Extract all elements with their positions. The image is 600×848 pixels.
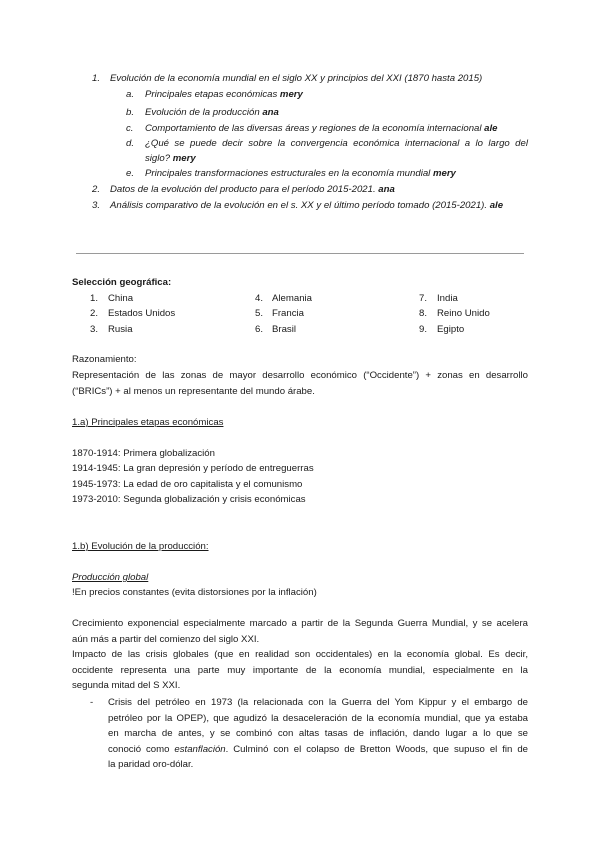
outline-subitem-d-line1: ¿Qué se puede decir sobre la convergencia económica internacional a lo largo del [145,138,528,149]
stage-item: 1945-1973: La edad de oro capitalista y el comunismo [72,479,303,490]
bullet-dash: - [90,697,94,708]
bullet-line1: Crisis del petróleo en 1973 (la relacionada con la Guerra del Yom Kippur y el embargo de [108,697,528,708]
outline-item-2: Datos de la evolución del producto para el período 2015-2021. ana [110,184,395,195]
outline-subitem-a-letter: a. [126,89,135,100]
country-num: 6. [255,324,264,335]
para2-line2: occidente representa una parte muy importante de la economía mundial, especialmente en la [72,665,528,676]
owner-name: mery [172,153,196,164]
para1-line2: aún más a partir del comienzo del siglo XXI. [72,634,260,645]
country-name: Brasil [272,324,296,335]
owner-name: ale [489,200,504,211]
country-name: Alemania [272,293,312,304]
country-name: China [108,293,134,304]
country-num: 5. [255,308,264,319]
country-name: Francia [272,308,304,319]
section-1b-subheading: Producción global [72,572,149,583]
country-name: Egipto [437,324,465,335]
stage-item: 1870-1914: Primera globalización [72,448,215,459]
bullet-line4: conoció como estanflación. Culminó con el colapso de Bretton Woods, que supuso el fin de [108,744,528,755]
owner-name: ana [378,184,395,195]
outline-subitem-d-line2: siglo? mery [145,153,196,164]
bullet-line2: petróleo por la OPEP), que agudizó la desaceleración de la economía mundial, que ya estaba [108,713,528,724]
country-name: Estados Unidos [108,308,176,319]
owner-name: ana [262,107,279,118]
razonamiento-line1: Representación de las zonas de mayor desarrollo económico (“Occidente”) + zonas en desarrollo [72,370,528,381]
para2-line1: Impacto de las crisis globales (que en realidad son occidentales) en la economía global. Es decir, [72,649,528,660]
owner-name: mery [432,168,456,179]
outline-subitem-a: Principales etapas económicas mery [145,89,303,100]
country-num: 4. [255,293,264,304]
outline-subitem-d-letter: d. [126,138,135,149]
geo-title: Selección geográfica: [72,277,172,288]
outline-subitem-c: Comportamiento de las diversas áreas y regiones de la economía internacional ale [145,123,498,134]
outline-item-2-num: 2. [92,184,101,195]
bullet-line5: la paridad oro-dólar. [108,759,194,770]
outline-subitem-e: Principales transformaciones estructurales en la economía mundial mery [145,168,456,179]
section-1a-heading: 1.a) Principales etapas económicas [72,417,224,428]
razonamiento-label: Razonamiento: [72,354,137,365]
outline-subitem-b-letter: b. [126,107,135,118]
stage-item: 1973-2010: Segunda globalización y crisis económicas [72,494,306,505]
outline-subitem-c-letter: c. [126,123,134,134]
country-name: Reino Unido [437,308,490,319]
country-name: Rusia [108,324,133,335]
term-estanflacion: estanflación [174,744,226,755]
section-divider [76,253,524,254]
owner-name: ale [484,123,498,134]
outline-item-1-num: 1. [92,73,101,84]
outline-item-3-num: 3. [92,200,101,211]
country-num: 9. [419,324,428,335]
razonamiento-line2: (“BRICs”) + al menos un representante del mundo árabe. [72,386,315,397]
outline-item-3: Análisis comparativo de la evolución en el s. XX y el último período tomado (2015-2021). ale [110,200,504,211]
country-num: 2. [90,308,99,319]
para2-line3: segunda mitad del S XXI. [72,680,181,691]
country-num: 1. [90,293,99,304]
country-num: 7. [419,293,428,304]
country-num: 3. [90,324,99,335]
country-num: 8. [419,308,428,319]
para1-line1: Crecimiento exponencial especialmente marcado a partir de la Segunda Guerra Mundial, y se acelera [72,618,528,629]
owner-name: mery [279,89,303,100]
section-1b-heading: 1.b) Evolución de la producción: [72,541,209,552]
section-1b-note: !En precios constantes (evita distorsiones por la inflación) [72,587,317,598]
country-name: India [437,293,458,304]
bullet-line3: en marcha de antes, y se combinó con altas tasas de inflación, dando lugar a lo que se [108,728,528,739]
outline-subitem-e-letter: e. [126,168,135,179]
stage-item: 1914-1945: La gran depresión y período de entreguerras [72,463,314,474]
outline-item-1-text: Evolución de la economía mundial en el siglo XX y principios del XXI (1870 hasta 2015) [110,73,483,84]
outline-subitem-b: Evolución de la producción ana [145,107,279,118]
